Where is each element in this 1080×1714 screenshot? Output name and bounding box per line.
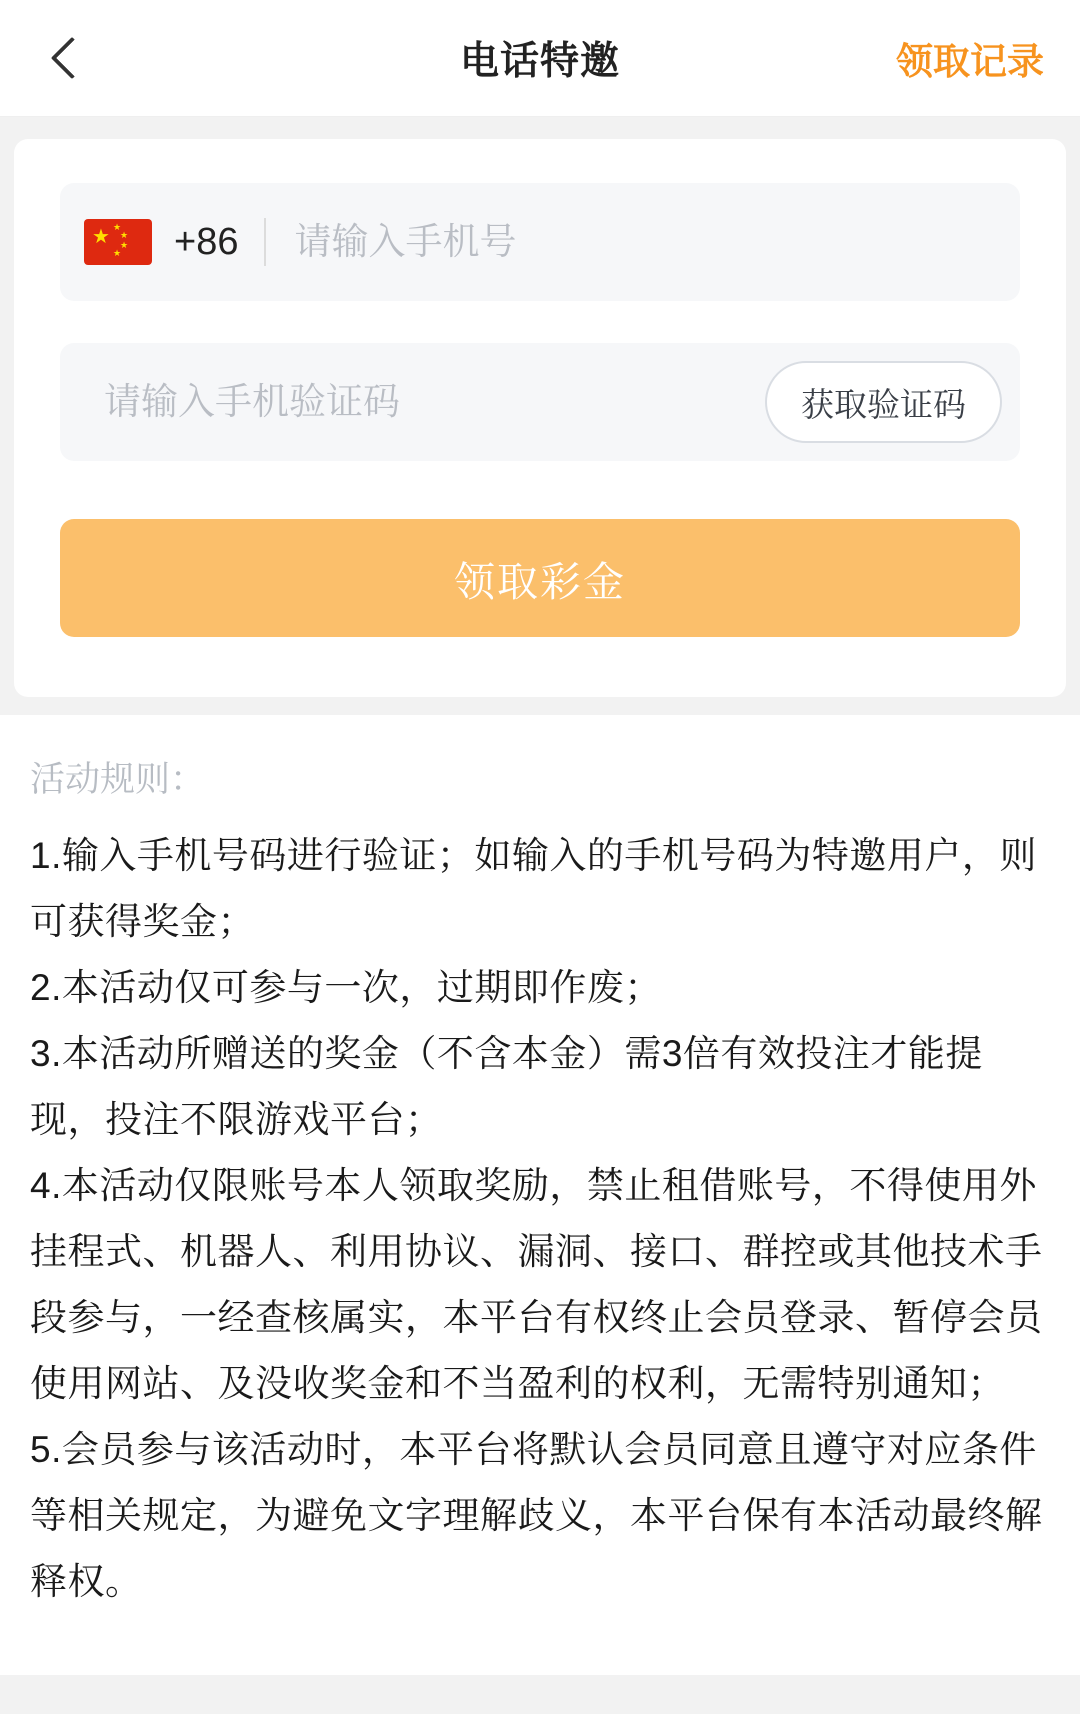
rule-item: 3.本活动所赠送的奖金（不含本金）需3倍有效投注才能提现，投注不限游戏平台； <box>30 1033 983 1140</box>
flag-star-small: ★ <box>120 240 129 250</box>
form-card <box>14 139 1066 697</box>
chevron-left-icon <box>51 37 93 79</box>
rule-item: 1.输入手机号码进行验证；如输入的手机号码为特邀用户，则可获得奖金； <box>30 835 1037 942</box>
verification-code-input[interactable] <box>104 372 765 432</box>
activity-rules-section <box>0 715 1080 1675</box>
verification-code-row <box>60 343 1020 461</box>
phone-input[interactable] <box>294 212 1020 272</box>
phone-field-row <box>60 183 1020 301</box>
rule-item: 2.本活动仅可参与一次，过期即作废； <box>30 967 662 1008</box>
china-flag-icon <box>84 219 152 265</box>
flag-star-small: ★ <box>113 222 122 232</box>
flag-star-large: ★ <box>92 226 110 248</box>
rules-title: 活动规则： <box>30 760 206 799</box>
field-divider <box>264 218 266 266</box>
get-verification-code-button[interactable]: 获取验证码 <box>765 361 1002 443</box>
rule-item: 5.会员参与该活动时，本平台将默认会员同意且遵守对应条件等相关规定，为避免文字理解歧义，本平台保有本活动最终解释权。 <box>30 1429 1043 1602</box>
country-code-label[interactable]: +86 <box>174 220 239 263</box>
flag-star-small: ★ <box>113 248 122 258</box>
page-title: 电话特邀 <box>459 40 620 83</box>
back-button[interactable] <box>28 0 108 116</box>
claim-bonus-button[interactable]: 领取彩金 <box>60 519 1020 637</box>
rule-item: 4.本活动仅限账号本人领取奖励，禁止租借账号，不得使用外挂程式、机器人、利用协议、漏洞、接口、群控或其他技术手段参与，一经查核属实，本平台有权终止会员登录、暂停会员使用网站、及没收奖金和不当盈利的权利，无需特别通知； <box>30 1165 1043 1404</box>
claim-records-link[interactable]: 领取记录 <box>896 41 1044 82</box>
app-header <box>0 0 1080 117</box>
flag-star-small: ★ <box>120 230 129 240</box>
